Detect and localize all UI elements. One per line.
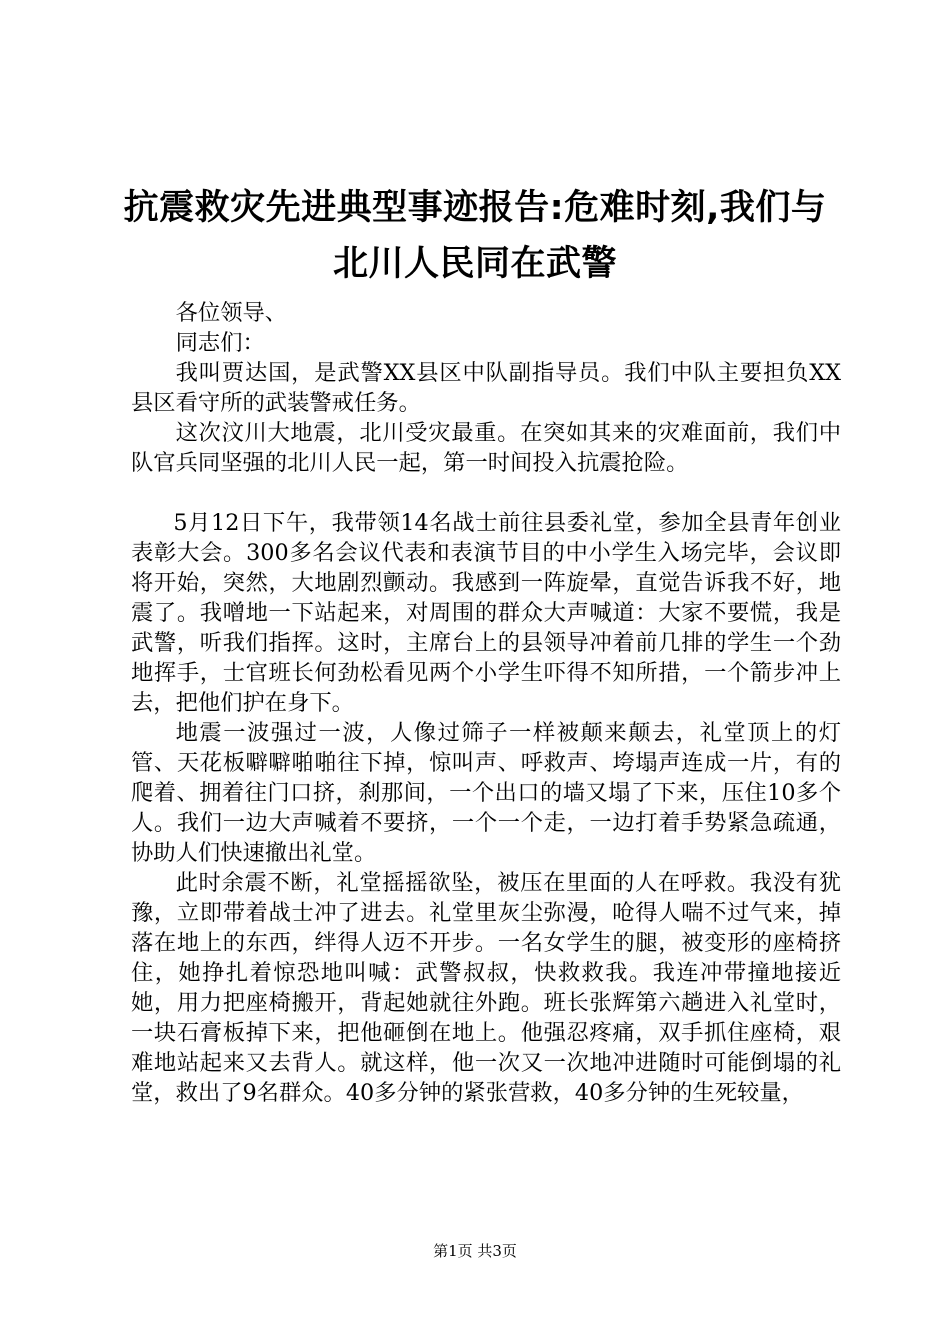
- page-number-footer: 第1页 共3页: [433, 1242, 517, 1260]
- paragraph-aftershock-waves: 地震一波强过一波，人像过筛子一样被颠来颠去，礼堂顶上的灯管、天花板噼噼啪啪往下掉，惊叫声、呼救声、垮塌声连成一片，有的爬着、拥着往门口挤，刹那间，一个出口的墙又塌了下来，压住10多个人。我们一边大声喊着不要挤，一个一个走，一边打着手势紧急疏通，协助人们快速撤出礼堂。: [131, 720, 841, 866]
- paragraph-rescue: 此时余震不断，礼堂摇摇欲坠，被压在里面的人在呼救。我没有犹豫，立即带着战士冲了进去。礼堂里灰尘弥漫，呛得人喘不过气来，掉落在地上的东西，绊得人迈不开步。一名女学生的腿，被变形的座椅挤住，她挣扎着惊恐地叫喊：武警叔叔，快救救我。我连冲带撞地接近她，用力把座椅搬开，背起她就往外跑。班长张辉第六趟进入礼堂时，一块石膏板掉下来，把他砸倒在地上。他强忍疼痛，双手抓住座椅，艰难地站起来又去背人。就这样，他一次又一次地冲进随时可能倒塌的礼堂，救出了9名群众。40多分钟的紧张营救，40多分钟的生死较量，: [131, 870, 841, 1106]
- salutation-leaders: 各位领导、: [175, 300, 288, 326]
- document-body: [131, 298, 841, 1108]
- paragraph-introduction: 我叫贾达国，是武警XX县区中队副指导员。我们中队主要担负XX县区看守所的武装警戒任务。: [131, 360, 841, 416]
- document-title-line1: 抗震救灾先进典型事迹报告:危难时刻,我们与: [123, 188, 827, 228]
- paragraph-may-12: 5月12日下午，我带领14名战士前往县委礼堂，参加全县青年创业表彰大会。300多名会议代表和表演节目的中小学生入场完毕，会议即将开始，突然，大地剧烈颤动。我感到一阵旋晕，直觉告诉我不好，地震了。我噌地一下站起来，对周围的群众大声喊道：大家不要慌，我是武警，听我们指挥。这时，主席台上的县领导冲着前几排的学生一个劲地挥手，士官班长何劲松看见两个小学生吓得不知所措，一个箭步冲上去，把他们护在身下。: [131, 510, 841, 716]
- paragraph-earthquake: 这次汶川大地震，北川受灾最重。在突如其来的灾难面前，我们中队官兵同坚强的北川人民一起，第一时间投入抗震抢险。: [131, 420, 841, 476]
- document-title-line2: 北川人民同在武警: [332, 244, 617, 284]
- salutation-comrades: 同志们：: [175, 330, 265, 356]
